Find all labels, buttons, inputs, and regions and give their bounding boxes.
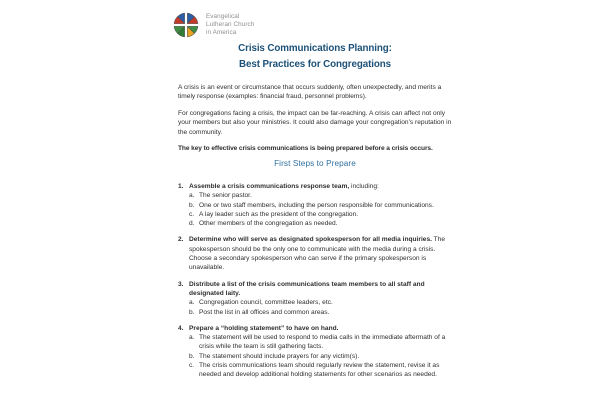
step-lead: Assemble a crisis communications response team, including: xyxy=(189,183,379,190)
page-title xyxy=(178,41,452,72)
key-statement: The key to effective crisis communications is being prepared before a crisis occurs. xyxy=(178,145,433,152)
sub-letter: c. xyxy=(189,362,195,370)
sub-item xyxy=(189,352,452,361)
sub-letter: b. xyxy=(189,308,195,316)
step-item-3 xyxy=(178,280,452,317)
steps-list xyxy=(178,182,452,380)
logo-org-name xyxy=(206,13,254,37)
page-title-line2: Best Practices for Congregations xyxy=(239,58,391,70)
sub-item xyxy=(189,333,452,352)
sub-text: A lay leader such as the president of the congregation. xyxy=(199,210,359,218)
sub-letter: c. xyxy=(189,210,195,218)
sub-item xyxy=(189,219,452,228)
step-item-4 xyxy=(178,324,452,380)
elca-logo xyxy=(172,11,254,39)
intro-paragraph-1: A crisis is an event or circumstance that occurs suddenly, often unexpectedly, and merits a timely response (examples: financial fraud, personnel problems). xyxy=(178,84,442,101)
elca-emblem-icon xyxy=(172,11,200,39)
sub-item xyxy=(189,191,452,200)
sub-text: Other members of the congregation as needed. xyxy=(199,220,338,228)
step-number: 1. xyxy=(178,183,184,190)
sub-text: The crisis communications team should regularly review the statement, revise it as needed and develop additional holding statements for other scenarios as needed. xyxy=(199,362,440,379)
intro-paragraph-2: For congregations facing a crisis, the impact can be far-reaching. A crisis can affect not only your members but also your ministries. It could also damage your congregation’s reputation in the community. xyxy=(178,110,452,136)
sub-letter: a. xyxy=(189,299,195,307)
logo-org-name-line3: in America xyxy=(206,28,237,36)
sub-letter: a. xyxy=(189,192,195,200)
sub-text: The statement will be used to respond to media calls in the immediate aftermath of a crisis while the team is still gathering facts. xyxy=(199,334,446,351)
sub-item xyxy=(189,210,452,219)
sub-text: The senior pastor. xyxy=(199,192,252,200)
sub-text: One or two staff members, including the person responsible for communications. xyxy=(199,201,434,209)
sub-item xyxy=(189,308,452,317)
sub-letter: b. xyxy=(189,352,195,360)
step-number: 4. xyxy=(178,324,184,332)
step-item-1 xyxy=(178,182,452,228)
logo-org-name-line1: Evangelical xyxy=(206,13,240,21)
step-number: 2. xyxy=(178,236,184,244)
sub-letter: b. xyxy=(189,201,195,209)
sub-item xyxy=(189,298,452,307)
sub-text: The statement should include prayers for any victim(s). xyxy=(199,352,360,360)
step-lead: Distribute a list of the crisis communications team members to all staff and designated laity. xyxy=(189,280,425,297)
step-lead: Determine who will serve as designated spokesperson for all media inquiries. The spokesperson should be the only one to communicate with the media during a crisis. Choose a secondary spokesperson who can serve if the primary spokesperson is unavailable. xyxy=(189,236,446,272)
sub-text: Congregation council, committee leaders, etc. xyxy=(199,299,333,307)
page-title-line1: Crisis Communications Planning: xyxy=(238,43,392,54)
sub-item xyxy=(189,201,452,210)
sub-letter: d. xyxy=(189,220,195,228)
step-lead: Prepare a “holding statement” to have on hand. xyxy=(189,324,339,332)
sub-letter: a. xyxy=(189,334,195,342)
section-heading: First Steps to Prepare xyxy=(274,159,356,168)
step-number: 3. xyxy=(178,280,184,288)
sub-item xyxy=(189,361,452,380)
step-item-2 xyxy=(178,235,452,272)
sub-text: Post the list in all offices and common areas. xyxy=(199,308,330,316)
logo-org-name-line2: Lutheran Church xyxy=(206,21,255,29)
